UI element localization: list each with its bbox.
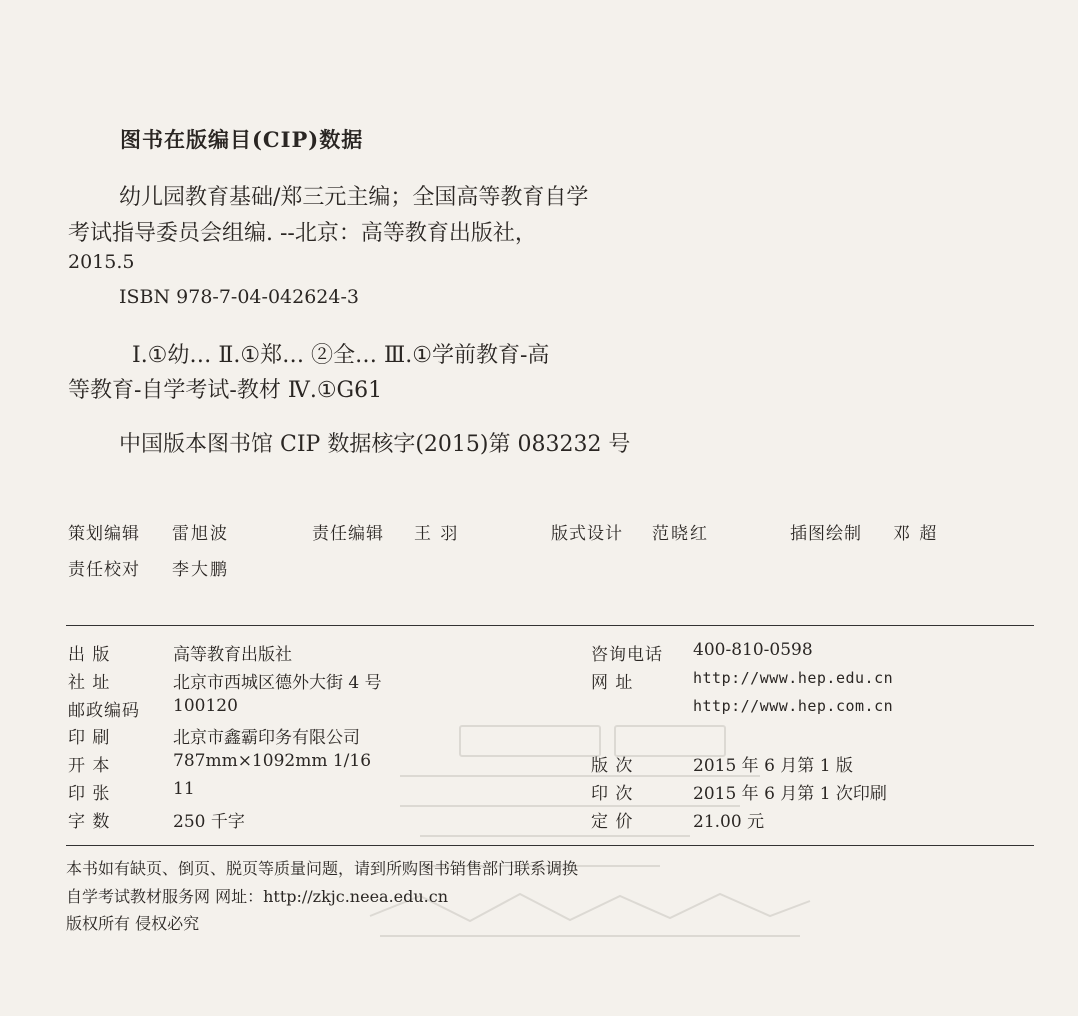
divider-top [66,625,1034,626]
pub-left-label: 开 本 [68,756,111,776]
pub-left-label: 社 址 [68,673,111,693]
illustrator-name: 邓 超 [893,524,939,544]
planner-name: 雷旭波 [172,524,229,544]
planner-label: 策划编辑 [68,524,140,544]
classification-line-2: 等教育-自学考试-教材 Ⅳ.①G61 [68,378,383,403]
textbook-service-website: 自学考试教材服务网 网址：http://zkjc.neea.edu.cn [66,887,449,906]
pub-right-label: 咨询电话 [591,645,663,665]
pub-left-label: 印 刷 [68,728,111,748]
pub-left-value: 高等教育出版社 [173,645,292,665]
pub-left-value: 250 千字 [173,812,245,832]
pub-right-value: 21.00 元 [693,812,765,832]
pub-left-label: 印 张 [68,784,111,804]
pub-left-value: 北京市西城区德外大街 4 号 [173,673,382,693]
copyright-notice: 版权所有 侵权必究 [66,914,200,933]
pub-left-label: 出 版 [68,645,111,665]
proofreader-label: 责任校对 [68,560,140,580]
pub-left-value: 11 [173,779,195,799]
illustrator-label: 插图绘制 [790,524,862,544]
cip-year: 2015.5 [68,251,135,273]
pub-left-value: 100120 [173,696,238,716]
pub-right-label: 版 次 [591,756,634,776]
pub-right-value[interactable]: http://www.hep.edu.cn [693,669,894,687]
divider-bottom [66,845,1034,846]
proofreader-name: 李大鹏 [172,560,229,580]
isbn: ISBN 978-7-04-042624-3 [119,286,359,308]
pub-right-label: 定 价 [591,812,634,832]
cip-description-line-2: 考试指导委员会组编. --北京：高等教育出版社， [68,221,537,246]
pub-right-label: 网 址 [591,673,634,693]
pub-left-label: 字 数 [68,812,111,832]
pub-left-label: 邮政编码 [68,701,140,721]
cip-heading: 图书在版编目(CIP)数据 [120,127,364,152]
cip-description-line-1: 幼儿园教育基础/郑三元主编；全国高等教育自学 [119,185,589,210]
pub-right-value: 2015 年 6 月第 1 次印刷 [693,784,887,804]
cip-verification-number: 中国版本图书馆 CIP 数据核字(2015)第 083232 号 [119,432,631,457]
pub-right-value: 2015 年 6 月第 1 版 [693,756,853,776]
pub-left-value: 787mm×1092mm 1/16 [173,751,372,771]
pub-right-value[interactable]: http://www.hep.com.cn [693,697,894,715]
editor-label: 责任编辑 [312,524,384,544]
pub-right-value: 400-810-0598 [693,640,813,660]
editor-name: 王 羽 [414,524,460,544]
defect-exchange-notice: 本书如有缺页、倒页、脱页等质量问题，请到所购图书销售部门联系调换 [66,859,579,878]
classification-line-1: Ⅰ.①幼… Ⅱ.①郑… ②全… Ⅲ.①学前教育-高 [132,343,550,368]
pub-right-label: 印 次 [591,784,634,804]
layout-designer-label: 版式设计 [551,524,623,544]
layout-designer-name: 范晓红 [652,524,709,544]
pub-left-value: 北京市鑫霸印务有限公司 [173,728,360,748]
